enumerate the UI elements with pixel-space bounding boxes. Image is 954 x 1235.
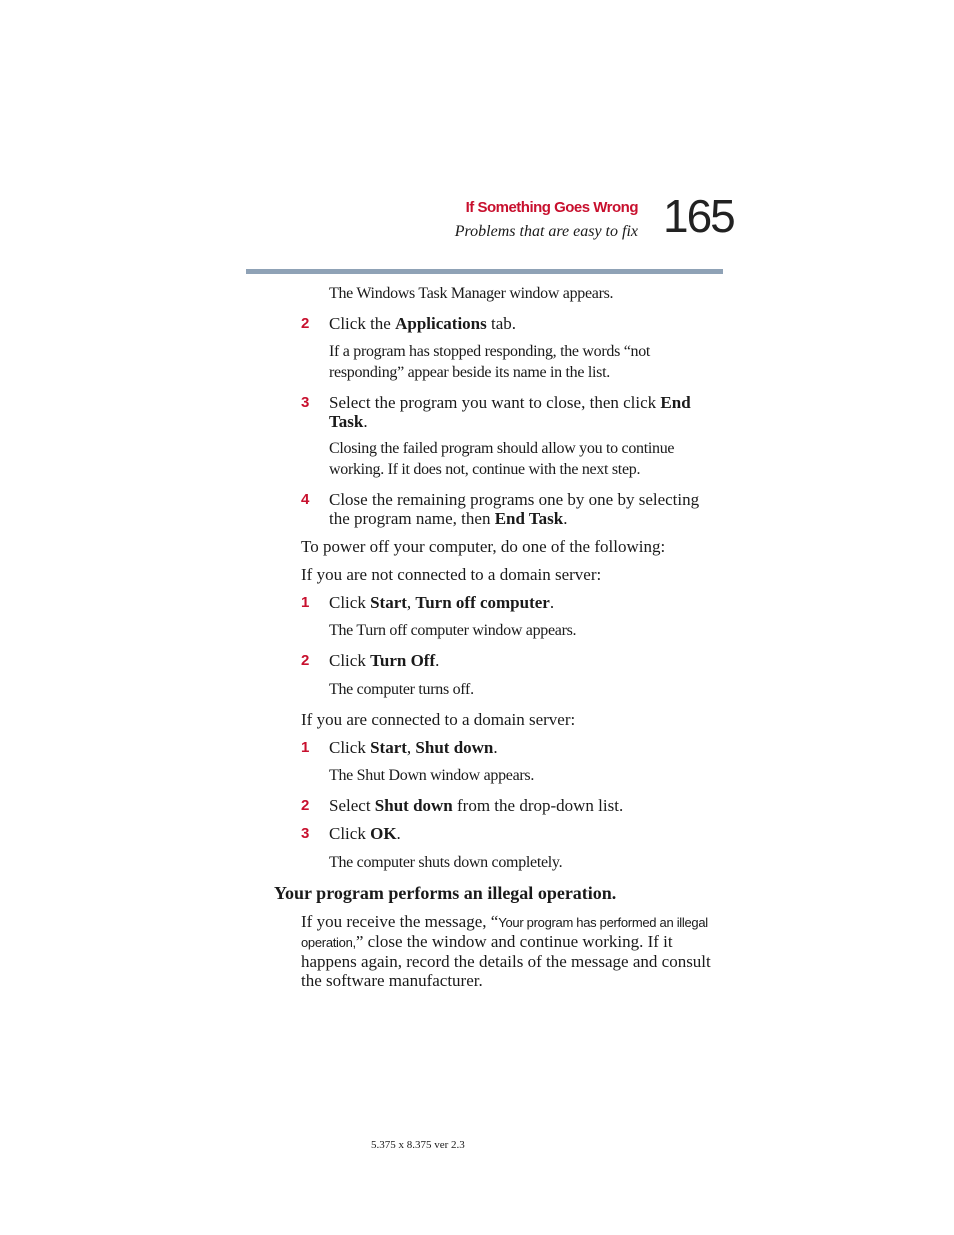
step-click-ok: Click OK. — [329, 824, 401, 843]
note-shutdown-window: The Shut Down window appears. — [329, 767, 535, 784]
note-not-responding: If a program has stopped responding, the words “not responding” appear beside its name in the list. — [329, 343, 651, 381]
step-applications-tab: Click the Applications tab. — [329, 314, 517, 333]
step-number: 3 — [301, 825, 310, 842]
section-heading: Your program performs an illegal operation. — [274, 883, 617, 903]
step-number: 2 — [301, 652, 310, 669]
step-select-shut-down: Select Shut down from the drop-down list. — [329, 796, 624, 815]
note-turns-off: The computer turns off. — [329, 681, 474, 698]
step-number: 2 — [301, 315, 310, 332]
chapter-title: If Something Goes Wrong — [465, 199, 638, 216]
step-number: 2 — [301, 797, 310, 814]
step-number: 3 — [301, 394, 310, 411]
error-message-text: Your program has performed an illegal operation, — [301, 915, 708, 950]
step-shut-down: Click Start, Shut down. — [329, 738, 498, 757]
step-turn-off: Click Turn Off. — [329, 651, 440, 670]
step-close-remaining: Close the remaining programs one by one by selecting the program name, then End Task. — [329, 490, 700, 528]
illegal-operation-body: If you receive the message, “Your program has performed an illegal operation,” close the window and continue working. If it happens again, record the details of the message and consult the software manufacturer. — [301, 912, 711, 990]
section-title: Problems that are easy to fix — [454, 223, 638, 240]
note-shuts-down: The computer shuts down completely. — [329, 854, 563, 871]
note-turn-off-window: The Turn off computer window appears. — [329, 622, 577, 639]
note-closing: Closing the failed program should allow you to continue working. If it does not, continue with the next step. — [329, 440, 675, 478]
step-turn-off-computer: Click Start, Turn off computer. — [329, 593, 555, 612]
power-off-intro: To power off your computer, do one of the following: — [301, 537, 666, 556]
page-number: 165 — [663, 190, 734, 242]
not-domain-intro: If you are not connected to a domain server: — [301, 565, 602, 584]
page-footer: 5.375 x 8.375 ver 2.3 — [371, 1139, 465, 1151]
header-rule — [246, 269, 723, 274]
step-end-task: Select the program you want to close, then click End Task. — [329, 393, 691, 431]
domain-intro: If you are connected to a domain server: — [301, 710, 576, 729]
step-number: 1 — [301, 739, 310, 756]
note-task-manager: The Windows Task Manager window appears. — [329, 285, 614, 302]
step-number: 1 — [301, 594, 310, 611]
step-number: 4 — [301, 491, 310, 508]
